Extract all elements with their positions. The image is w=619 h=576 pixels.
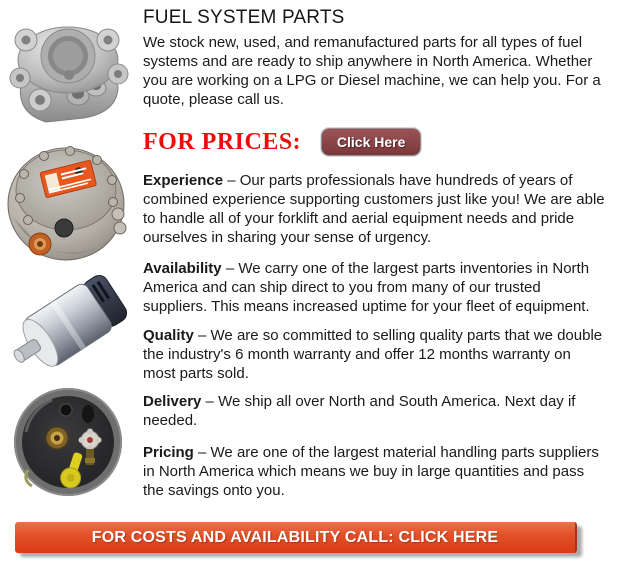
section-text: We ship all over North and South America. Next day if needed. <box>143 393 576 429</box>
section-delivery <box>143 392 605 430</box>
click-here-button[interactable]: Click Here <box>321 128 421 156</box>
section-separator: – <box>198 327 207 344</box>
section-text: Our parts professionals have hundreds of years of combined experience supporting customers just like you! We are able to handle all of your forklift and aerial equipment needs and pride ourselves in sharing your sense of urgency. <box>143 172 605 246</box>
fuel-pump-housing-photo <box>6 20 134 134</box>
section-pricing <box>143 443 605 500</box>
fuel-filter-photo <box>8 266 132 384</box>
section-label: Availability <box>143 260 222 277</box>
page-title: FUEL SYSTEM PARTS <box>143 7 345 28</box>
section-text: We carry one of the largest parts inventories in North America and can ship direct to you from many of our trusted suppliers. This means increased uptime for your fleet of equipment. <box>143 260 590 315</box>
intro-paragraph: We stock new, used, and remanufactured parts for all types of fuel systems and are ready to ship anywhere in North America. Whether you are working on a LPG or Diesel machine, we can help you. For a quote, please call us. <box>143 34 601 108</box>
section-text: We are one of the largest material handling parts suppliers in North America which means we buy in large quantities and pass the savings onto you. <box>143 444 599 499</box>
section-experience <box>143 171 605 247</box>
section-text: We are so committed to selling quality parts that we double the industry's 6 month warranty and offer 12 months warranty on most parts sold. <box>143 327 603 382</box>
lpg-tank-end-photo <box>10 386 128 500</box>
section-label: Delivery <box>143 393 202 410</box>
section-quality <box>143 326 605 383</box>
section-separator: – <box>227 172 236 189</box>
lpg-regulator-photo <box>2 140 134 266</box>
section-availability <box>143 259 605 316</box>
section-separator: – <box>198 444 207 461</box>
section-separator: – <box>205 393 214 410</box>
section-label: Pricing <box>143 444 194 461</box>
costs-availability-banner-button[interactable]: FOR COSTS AND AVAILABILITY CALL: CLICK HERE <box>15 522 577 553</box>
section-separator: – <box>225 260 235 277</box>
section-label: Quality <box>143 327 194 344</box>
prices-row <box>143 126 605 158</box>
for-prices-heading: FOR PRICES: <box>143 128 302 155</box>
section-label: Experience <box>143 172 224 189</box>
